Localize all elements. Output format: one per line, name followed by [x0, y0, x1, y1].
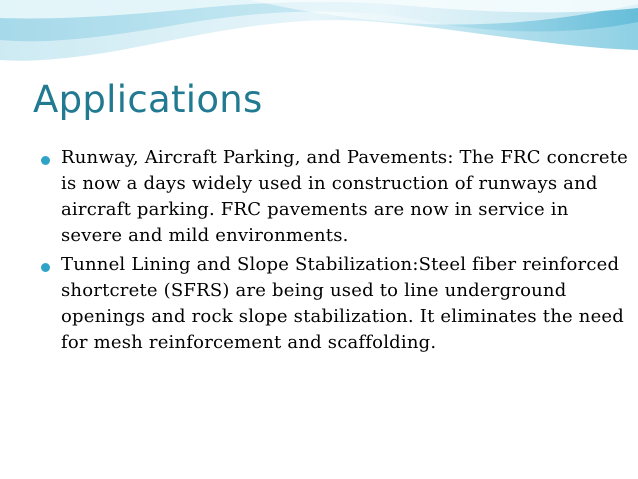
header-wave-decoration	[0, 0, 638, 80]
slide-title: Applications	[33, 78, 263, 121]
bullet-item-runway	[37, 145, 629, 249]
bullet-dot-icon	[41, 263, 50, 272]
bullet-list	[37, 145, 629, 359]
bullet-text: Runway, Aircraft Parking, and Pavements: The FRC concrete is now a days widely used in construction of runways and aircraft parking. FRC pavements are now in service in severe and mild environments.	[61, 147, 628, 246]
bullet-dot-icon	[41, 156, 50, 165]
bullet-text: Tunnel Lining and Slope Stabilization:Steel fiber reinforced shortcrete (SFRS) are being used to line underground openings and rock slope stabilization. It eliminates the need for mesh reinforcement and scaffolding.	[61, 254, 625, 353]
bullet-item-tunnel	[37, 252, 629, 356]
